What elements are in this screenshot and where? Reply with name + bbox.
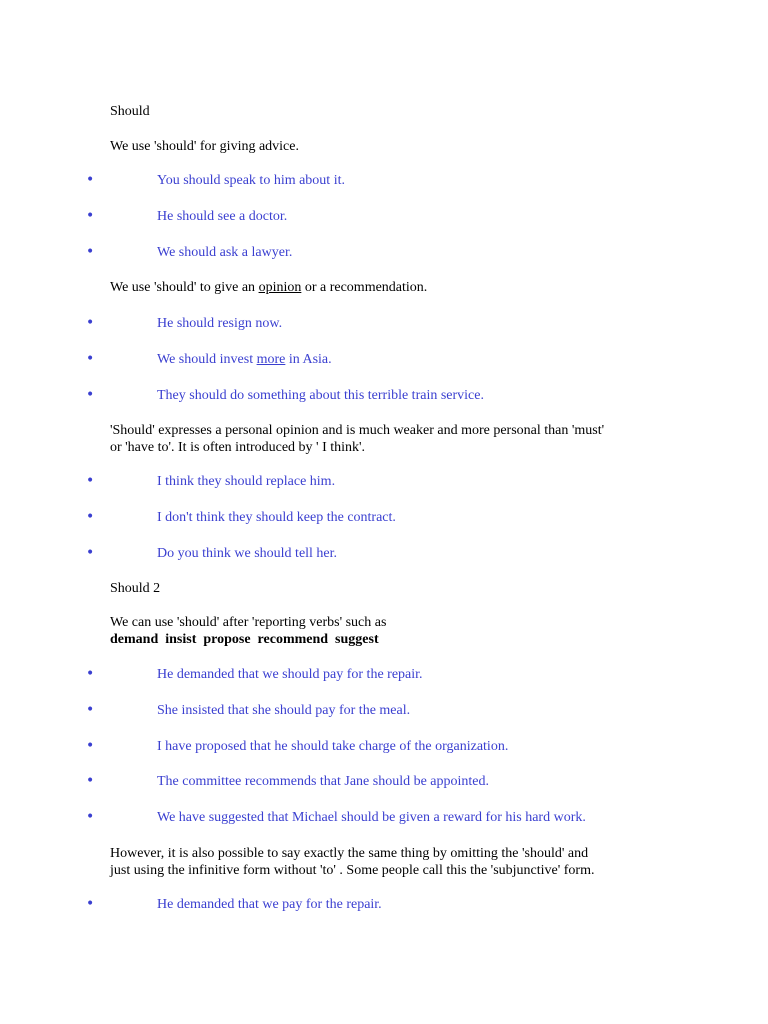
example-sentence: The committee recommends that Jane should be appointed.	[157, 774, 490, 789]
list-item	[0, 208, 768, 225]
paragraph-line: 'Should' expresses a personal opinion and is much weaker and more personal than 'must'	[110, 423, 605, 438]
list-item	[0, 244, 768, 261]
list-item	[0, 387, 768, 404]
section-heading-should-2: Should 2	[110, 581, 161, 596]
example-after-link: in Asia.	[285, 352, 332, 367]
bullet-dot-icon: •	[86, 244, 95, 260]
list-item	[0, 738, 768, 755]
list-item	[0, 666, 768, 683]
bullet-dot-icon: •	[86, 809, 95, 825]
example-sentence: He should resign now.	[157, 316, 283, 331]
list-item	[0, 809, 768, 826]
example-sentence: We have suggested that Michael should be given a reward for his hard work.	[157, 810, 586, 825]
intro-opinion	[110, 279, 427, 296]
intro-advice: We use 'should' for giving advice.	[110, 139, 299, 154]
bullet-dot-icon: •	[86, 509, 95, 525]
intro-opinion-after: or a recommendation.	[301, 280, 428, 295]
list-item	[0, 172, 768, 189]
list-item	[0, 702, 768, 719]
bullet-dot-icon: •	[86, 351, 95, 367]
more-link[interactable]: more	[256, 352, 286, 367]
bullet-dot-icon: •	[86, 545, 95, 561]
reporting-verbs-list: demand insist propose recommend suggest	[110, 632, 379, 647]
list-item	[0, 351, 768, 368]
paragraph-line: We can use 'should' after 'reporting verbs' such as	[110, 615, 387, 630]
bullet-dot-icon: •	[86, 896, 95, 912]
example-sentence	[157, 351, 332, 368]
example-sentence: I have proposed that he should take charge of the organization.	[157, 739, 509, 754]
example-sentence: Do you think we should tell her.	[157, 546, 338, 561]
example-sentence: He demanded that we pay for the repair.	[157, 897, 382, 912]
paragraph-reporting-verbs	[110, 614, 670, 648]
list-item	[0, 773, 768, 790]
example-sentence: I think they should replace him.	[157, 474, 336, 489]
example-sentence: We should ask a lawyer.	[157, 245, 293, 260]
section-heading-should: Should	[110, 104, 150, 119]
example-sentence: He should see a doctor.	[157, 209, 288, 224]
intro-opinion-before: We use 'should' to give an	[110, 280, 259, 295]
example-sentence: You should speak to him about it.	[157, 173, 345, 188]
paragraph-line: just using the infinitive form without 'to' . Some people call this the 'subjunctive' form.	[110, 863, 595, 878]
paragraph-line: or 'have to'. It is often introduced by ' I think'.	[110, 440, 366, 455]
example-sentence: He demanded that we should pay for the repair.	[157, 667, 423, 682]
opinion-link[interactable]: opinion	[258, 280, 302, 295]
paragraph-personal-opinion	[110, 422, 670, 456]
example-sentence: I don't think they should keep the contract.	[157, 510, 396, 525]
bullet-dot-icon: •	[86, 702, 95, 718]
bullet-dot-icon: •	[86, 315, 95, 331]
bullet-dot-icon: •	[86, 387, 95, 403]
list-item	[0, 473, 768, 490]
list-item	[0, 545, 768, 562]
paragraph-line: However, it is also possible to say exactly the same thing by omitting the 'should' and	[110, 846, 589, 861]
bullet-dot-icon: •	[86, 208, 95, 224]
list-item	[0, 509, 768, 526]
example-sentence: They should do something about this terrible train service.	[157, 388, 484, 403]
bullet-dot-icon: •	[86, 773, 95, 789]
example-sentence: She insisted that she should pay for the meal.	[157, 703, 411, 718]
bullet-dot-icon: •	[86, 666, 95, 682]
bullet-dot-icon: •	[86, 172, 95, 188]
example-before-link: We should invest	[157, 352, 257, 367]
paragraph-subjunctive	[110, 845, 670, 879]
list-item	[0, 315, 768, 332]
bullet-dot-icon: •	[86, 473, 95, 489]
bullet-dot-icon: •	[86, 738, 95, 754]
list-item	[0, 896, 768, 913]
